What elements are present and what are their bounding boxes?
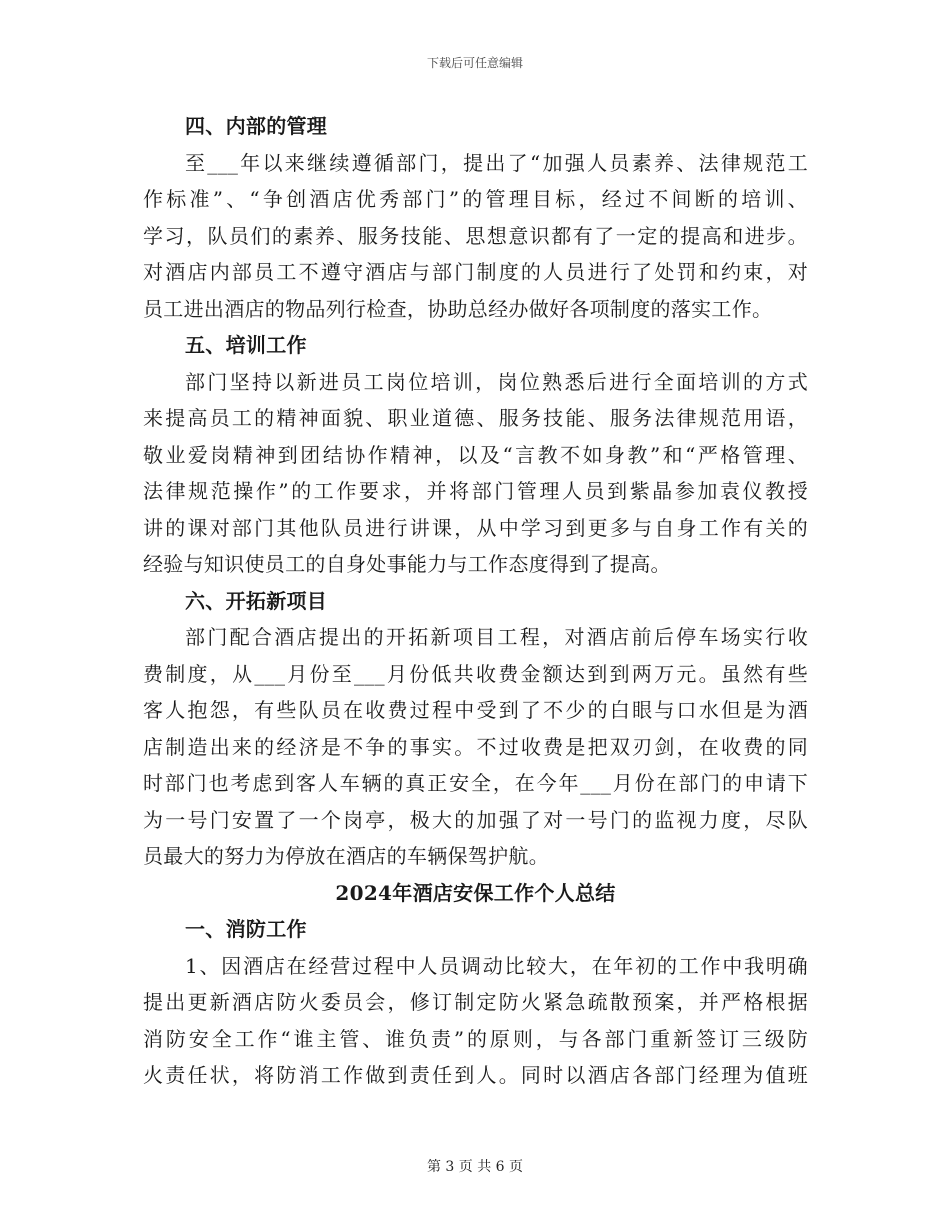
page-number: 第 3 页 共 6 页 bbox=[426, 1159, 524, 1175]
page-header-note: 下载后可任意编辑 bbox=[426, 56, 523, 70]
paragraph-line: 学习，队员们的素养、服务技能、思想意识都有了一定的提高和进步。 bbox=[143, 223, 808, 248]
paragraph-line: 1、因酒店在经营过程中人员调动比较大，在年初的工作中我明确 bbox=[185, 953, 808, 978]
paragraph-line: 火责任状，将防消工作做到责任到人。同时以酒店各部门经理为值班 bbox=[143, 1063, 808, 1087]
paragraph-line: 员工进出酒店的物品列行检查，协助总经办做好各项制度的落实工作。 bbox=[143, 296, 773, 321]
paragraph-line: 提出更新酒店防火委员会，修订制定防火紧急疏散预案，并严格根据 bbox=[143, 990, 808, 1014]
document-body bbox=[143, 108, 808, 1094]
section-heading: 六、开拓新项目 bbox=[185, 588, 328, 613]
paragraph-line: 店制造出来的经济是不争的事实。不过收费是把双刃剑，在收费的同 bbox=[143, 734, 808, 759]
paragraph-line: 部门坚持以新进员工岗位培训，岗位熟悉后进行全面培训的方式 bbox=[185, 369, 808, 394]
paragraph-line: 至___年以来继续遵循部门，提出了“加强人员素养、法律规范工 bbox=[185, 150, 808, 175]
paragraph-line: 来提高员工的精神面貌、职业道德、服务技能、服务法律规范用语， bbox=[143, 406, 808, 430]
paragraph-line: 敬业爱岗精神到团结协作精神，以及“言教不如身教”和“严格管理、 bbox=[143, 442, 808, 467]
paragraph-line: 经验与知识使员工的自身处事能力与工作态度得到了提高。 bbox=[143, 552, 671, 576]
paragraph-line: 消防安全工作“谁主管、谁负责”的原则，与各部门重新签订三级防 bbox=[143, 1026, 808, 1051]
section-heading: 五、培训工作 bbox=[185, 333, 307, 357]
paragraph-line: 时部门也考虑到客人车辆的真正安全，在今年___月份在部门的申请下 bbox=[143, 771, 808, 795]
paragraph-line: 作标准”、“争创酒店优秀部门”的管理目标，经过不间断的培训、 bbox=[143, 187, 808, 211]
paragraph-line: 为一号门安置了一个岗亭，极大的加强了对一号门的监视力度，尽队 bbox=[143, 807, 808, 832]
paragraph-line: 部门配合酒店提出的开拓新项目工程，对酒店前后停车场实行收 bbox=[185, 625, 808, 649]
paragraph-line: 法律规范操作”的工作要求，并将部门管理人员到紫晶参加袁仪教授 bbox=[143, 479, 808, 503]
paragraph-line: 对酒店内部员工不遵守酒店与部门制度的人员进行了处罚和约束，对 bbox=[143, 260, 808, 284]
section-heading: 四、内部的管理 bbox=[185, 114, 328, 138]
paragraph-line: 讲的课对部门其他队员进行讲课，从中学习到更多与自身工作有关的 bbox=[143, 515, 808, 540]
section-heading: 一、消防工作 bbox=[185, 917, 307, 941]
paragraph-line: 费制度，从___月份至___月份低共收费金额达到到两万元。虽然有些 bbox=[143, 661, 808, 686]
document-title: 2024年酒店安保工作个人总结 bbox=[335, 880, 616, 905]
paragraph-line: 员最大的努力为停放在酒店的车辆保驾护航。 bbox=[143, 844, 549, 868]
paragraph-line: 客人抱怨，有些队员在收费过程中受到了不少的白眼与口水但是为酒 bbox=[143, 698, 808, 722]
